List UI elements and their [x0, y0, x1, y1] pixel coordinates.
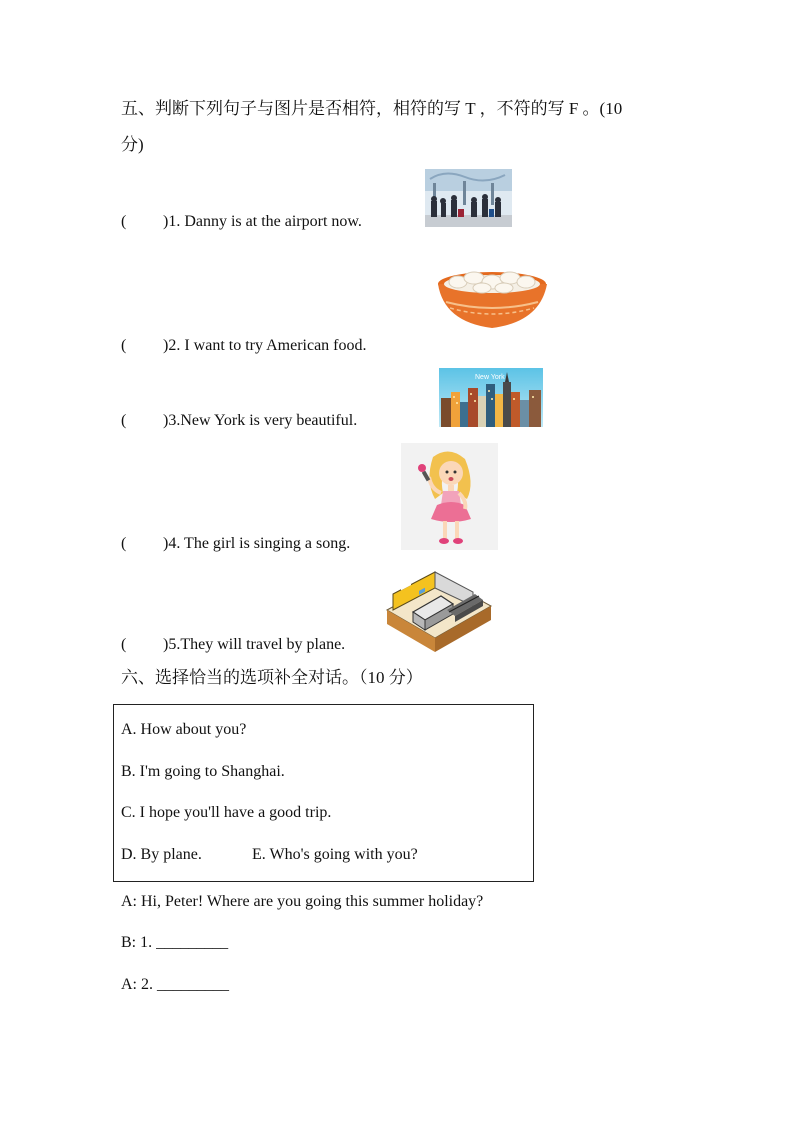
new-york-banner-text: New York [475, 374, 505, 381]
section6-title: 六、选择恰当的选项补全对话。（10 分） [121, 668, 423, 687]
option-c: C. I hope you'll have a good trip. [121, 804, 332, 821]
dumplings-bowl-picture [436, 266, 549, 330]
new-york-skyline-picture [439, 368, 543, 427]
answer-blank-5[interactable]: ( [121, 636, 127, 653]
dialogue-line-3[interactable]: A: 2. _________ [121, 976, 229, 993]
answer-blank-2[interactable]: ( [121, 337, 127, 354]
question-3: ( )3.New York is very beautiful. [121, 412, 358, 429]
question-4: ( )4. The girl is singing a song. [121, 535, 351, 552]
question-1: ( )1. Danny is at the airport now. [121, 213, 362, 230]
option-e: E. Who's going with you? [252, 846, 418, 863]
singing-girl-picture [401, 443, 498, 550]
dialogue-line-1: A: Hi, Peter! Where are you going this summer holiday? [121, 893, 484, 910]
section5-title-line1: 五、判断下列句子与图片是否相符，相符的写 T ，不符的写 F 。(10 [121, 99, 623, 118]
dialogue-line-2[interactable]: B: 1. _________ [121, 934, 229, 951]
answer-blank-3[interactable]: ( [121, 412, 127, 429]
airport-picture [425, 169, 512, 227]
question-5: ( )5.They will travel by plane. [121, 636, 346, 653]
option-d: D. By plane. [121, 846, 202, 863]
option-a: A. How about you? [121, 721, 247, 738]
question-2: ( )2. I want to try American food. [121, 337, 367, 354]
section5-title-line2: 分) [121, 135, 144, 154]
subway-station-picture [383, 566, 494, 653]
answer-blank-1[interactable]: ( [121, 213, 127, 230]
answer-blank-4[interactable]: ( [121, 535, 127, 552]
option-b: B. I'm going to Shanghai. [121, 763, 285, 780]
options-box [113, 704, 534, 882]
